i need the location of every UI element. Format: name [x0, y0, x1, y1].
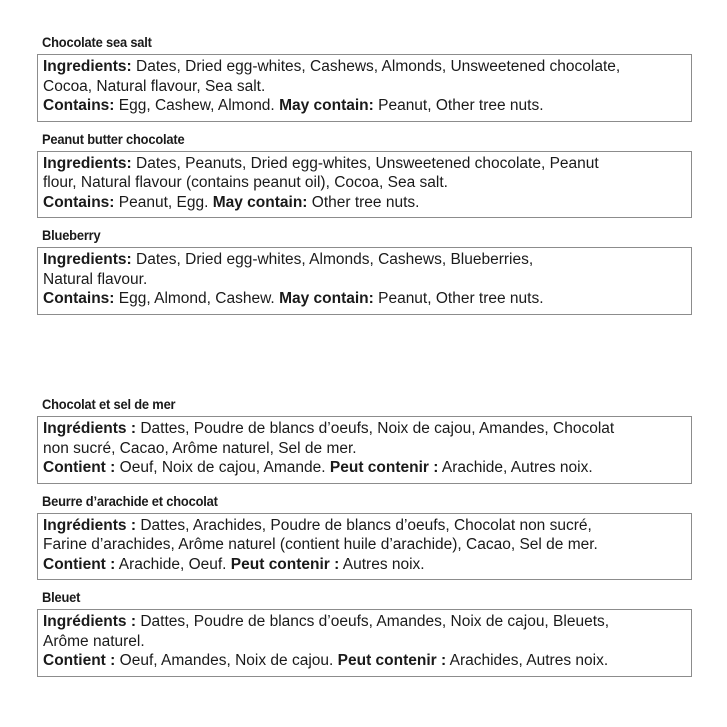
ingredients-label: Ingredients:: [43, 251, 132, 268]
ingredients-text-cont: non sucré, Cacao, Arôme naturel, Sel de mer.: [43, 439, 357, 457]
may-contain-text: Other tree nuts.: [311, 193, 420, 211]
ingredients-label: Ingrédients :: [43, 613, 137, 630]
may-contain-label: May contain:: [212, 193, 308, 211]
product-name: Chocolate sea salt: [42, 34, 152, 50]
ingredients-box: [37, 247, 692, 315]
ingredients-label: Ingrédients :: [43, 516, 137, 534]
product-name: Beurre d’arachide et chocolat: [42, 492, 218, 509]
ingredients-text-cont: Farine d’arachides, Arôme naturel (contient huile d’arachide), Cacao, Sel de mer.: [43, 536, 598, 553]
product-name: Blueberry: [42, 227, 101, 243]
ingredients-box: [37, 151, 692, 219]
product-block: [37, 492, 692, 581]
product-block: [37, 226, 692, 315]
may-contain-label: May contain:: [279, 290, 374, 307]
french-section: [37, 395, 692, 685]
may-contain-text: Arachide, Autres noix.: [441, 459, 593, 476]
contains-text: Peanut, Egg.: [118, 193, 209, 211]
ingredients-text-cont: Natural flavour.: [43, 270, 148, 288]
ingredients-text: Dattes, Poudre de blancs d’oeufs, Noix de cajou, Amandes, Chocolat: [140, 420, 615, 437]
product-name: Peanut butter chocolate: [42, 130, 185, 147]
contains-label: Contains:: [43, 290, 115, 307]
may-contain-label: Peut contenir :: [337, 652, 447, 669]
contains-label: Contient :: [43, 652, 116, 669]
ingredients-text: Dates, Dried egg-whites, Almonds, Cashews, Blueberries,: [136, 251, 534, 268]
contains-label: Contient :: [43, 459, 116, 476]
ingredients-box: [37, 513, 692, 581]
contains-label: Contient :: [43, 555, 116, 573]
may-contain-label: May contain:: [279, 97, 374, 114]
may-contain-text: Arachides, Autres noix.: [449, 652, 609, 669]
ingredients-box: [37, 54, 692, 122]
contains-text: Oeuf, Amandes, Noix de cajou.: [119, 652, 334, 669]
ingredients-box: [37, 609, 692, 677]
ingredients-text-cont: Cocoa, Natural flavour, Sea salt.: [43, 77, 266, 95]
contains-text: Egg, Almond, Cashew.: [118, 290, 275, 307]
product-name: Bleuet: [42, 589, 81, 605]
may-contain-text: Peanut, Other tree nuts.: [378, 97, 544, 114]
ingredients-text: Dattes, Arachides, Poudre de blancs d’oeufs, Chocolat non sucré,: [140, 516, 592, 534]
contains-text: Egg, Cashew, Almond.: [118, 97, 275, 114]
product-block: [37, 588, 692, 677]
contains-text: Arachide, Oeuf.: [118, 555, 227, 573]
contains-label: Contains:: [43, 97, 115, 114]
may-contain-label: Peut contenir :: [329, 459, 439, 476]
ingredients-label: Ingredients:: [43, 154, 132, 172]
ingredients-text: Dates, Dried egg-whites, Cashews, Almonds, Unsweetened chocolate,: [136, 58, 621, 75]
contains-text: Oeuf, Noix de cajou, Amande.: [119, 459, 326, 476]
product-block: [37, 130, 692, 219]
english-section: [37, 33, 692, 323]
ingredients-text: Dates, Peanuts, Dried egg-whites, Unsweetened chocolate, Peanut: [136, 154, 599, 172]
ingredients-label: Ingrédients :: [43, 420, 137, 437]
product-block: [37, 33, 692, 122]
ingredients-box: [37, 416, 692, 484]
product-block: [37, 395, 692, 484]
product-name: Chocolat et sel de mer: [42, 396, 176, 412]
contains-label: Contains:: [43, 193, 115, 211]
may-contain-text: Autres noix.: [342, 555, 425, 573]
ingredients-text-cont: Arôme naturel.: [43, 632, 145, 650]
may-contain-label: Peut contenir :: [230, 555, 340, 573]
ingredients-label: Ingredients:: [43, 58, 132, 75]
ingredients-text: Dattes, Poudre de blancs d’oeufs, Amandes, Noix de cajou, Bleuets,: [140, 613, 610, 630]
ingredients-text-cont: flour, Natural flavour (contains peanut oil), Cocoa, Sea salt.: [43, 174, 448, 191]
may-contain-text: Peanut, Other tree nuts.: [378, 290, 544, 307]
